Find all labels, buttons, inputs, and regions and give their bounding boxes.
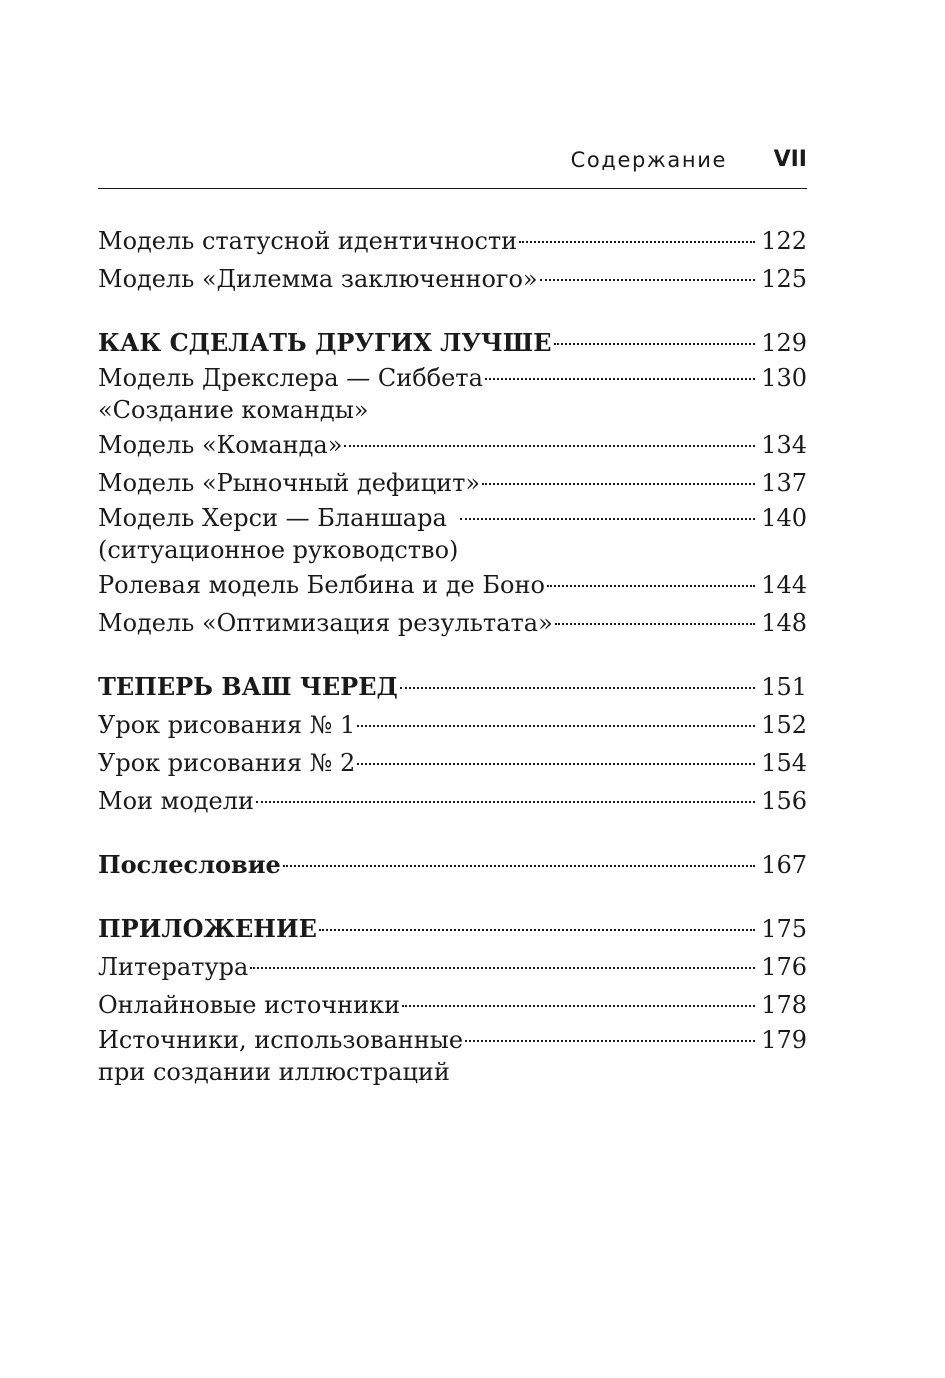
dot-leader: [465, 1040, 755, 1042]
page-number-roman: VII: [773, 147, 807, 172]
dot-leader: [519, 241, 755, 243]
toc-entry: [98, 222, 807, 260]
toc-section: [98, 846, 807, 884]
dot-leader: [547, 585, 755, 587]
dot-leader: [357, 763, 755, 765]
toc-entry-page: 148: [761, 609, 807, 637]
toc-section: [98, 910, 807, 948]
toc-entry-title: Модель статусной идентичности: [98, 227, 518, 255]
toc-entry-title: Онлайновые источники: [98, 991, 401, 1019]
toc-entry-line1: Источники, использованные: [98, 1026, 464, 1054]
toc-entry: [98, 782, 807, 820]
dot-leader: [250, 967, 755, 969]
dot-leader: [256, 801, 755, 803]
toc-entry-line2: «Создание команды»: [98, 396, 369, 424]
table-of-contents: [98, 222, 807, 1088]
toc-entry-line1: Модель Дрекслера — Сиббета: [98, 364, 483, 392]
toc-section-title: ПРИЛОЖЕНИЕ: [98, 914, 317, 943]
dot-leader: [485, 378, 755, 380]
toc-entry-page: 130: [761, 364, 807, 392]
header-title: Содержание: [570, 148, 727, 172]
dot-leader: [344, 445, 755, 447]
toc-entry-page: 134: [761, 431, 807, 459]
toc-entry: [98, 604, 807, 642]
toc-entry: [98, 1024, 807, 1088]
toc-entry-title: Литература: [98, 953, 249, 981]
toc-entry-title: Урок рисования № 1: [98, 711, 356, 739]
toc-entry-title: Модель «Оптимизация результата»: [98, 609, 553, 637]
dot-leader: [554, 343, 756, 345]
toc-entry-title: Урок рисования № 2: [98, 749, 356, 777]
toc-entry-title: Модель «Команда»: [98, 431, 343, 459]
toc-entry: [98, 260, 807, 298]
toc-entry-page: 137: [761, 469, 807, 497]
dot-leader: [400, 687, 755, 689]
toc-entry: [98, 566, 807, 604]
toc-entry: [98, 502, 807, 566]
toc-entry-page: 167: [761, 851, 807, 879]
dot-leader: [357, 725, 755, 727]
toc-entry: [98, 744, 807, 782]
dot-leader: [460, 518, 755, 520]
toc-section: [98, 324, 807, 362]
toc-entry-page: 122: [761, 227, 807, 255]
dot-leader: [402, 1005, 755, 1007]
dot-leader: [319, 929, 755, 931]
dot-leader: [540, 279, 756, 281]
toc-entry-page: 156: [761, 787, 807, 815]
dot-leader: [283, 865, 755, 867]
dot-leader: [555, 623, 755, 625]
toc-entry-page: 152: [761, 711, 807, 739]
toc-section: [98, 668, 807, 706]
dot-leader: [482, 483, 755, 485]
running-header: [98, 140, 807, 189]
toc-entry-page: 125: [761, 265, 807, 293]
toc-entry-page: 151: [761, 673, 807, 701]
toc-entry-page: 144: [761, 571, 807, 599]
toc-entry-line2: при создании иллюстраций: [98, 1058, 450, 1086]
toc-entry-page: 175: [761, 915, 807, 943]
toc-section-title: КАК СДЕЛАТЬ ДРУГИХ ЛУЧШЕ: [98, 328, 552, 357]
toc-entry-title: [98, 362, 483, 426]
toc-entry-title: [98, 1024, 463, 1088]
toc-entry-page: 140: [761, 504, 807, 532]
toc-entry: [98, 706, 807, 744]
toc-entry-title: [98, 502, 458, 566]
toc-section-title: ТЕПЕРЬ ВАШ ЧЕРЕД: [98, 672, 398, 701]
toc-entry-page: 154: [761, 749, 807, 777]
toc-entry-page: 129: [761, 329, 807, 357]
toc-entry: [98, 948, 807, 986]
toc-entry-title: Модель «Дилемма заключенного»: [98, 265, 538, 293]
toc-section-title: Послесловие: [98, 850, 281, 879]
toc-entry-page: 178: [761, 991, 807, 1019]
toc-entry-line1: Модель Херси — Бланшара: [98, 504, 447, 532]
toc-entry-title: Модель «Рыночный дефицит»: [98, 469, 481, 497]
toc-entry: [98, 362, 807, 426]
toc-entry-page: 176: [761, 953, 807, 981]
toc-entry-page: 179: [761, 1026, 807, 1054]
toc-entry-title: Мои модели: [98, 787, 254, 815]
toc-entry-line2: (ситуационное руководство): [98, 536, 459, 564]
toc-entry-title: Ролевая модель Белбина и де Боно: [98, 571, 545, 599]
toc-entry: [98, 986, 807, 1024]
toc-entry: [98, 426, 807, 464]
toc-entry: [98, 464, 807, 502]
